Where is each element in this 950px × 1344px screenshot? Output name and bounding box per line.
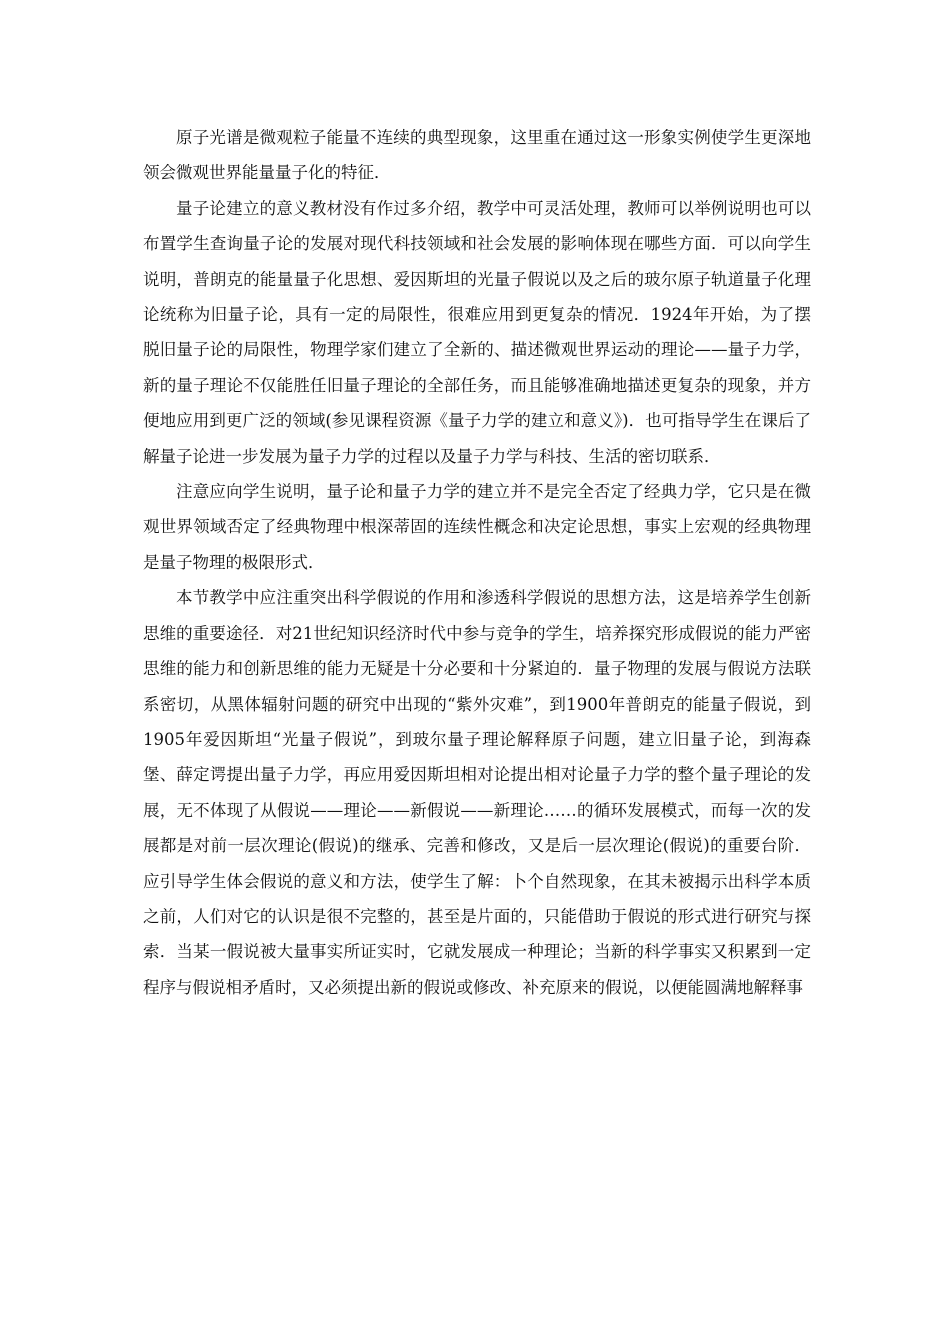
paragraph-classical-vs-quantum: 注意应向学生说明，量子论和量子力学的建立并不是完全否定了经典力学，它只是在微观世界领域否定了经典物理中根深蒂固的连续性概念和决定论思想，事实上宏观的经典物理是量子物理的极限形式． [143, 482, 811, 572]
paragraph-atomic-spectrum: 原子光谱是微观粒子能量不连续的典型现象，这里重在通过这一形象实例使学生更深地领会微观世界能量量子化的特征． [143, 128, 811, 183]
paragraph-quantum-theory-significance: 量子论建立的意义教材没有作过多介绍，教学中可灵活处理，教师可以举例说明也可以布置学生查询量子论的发展对现代科技领域和社会发展的影响体现在哪些方面．可以向学生说明，普朗克的能量量子化思想、爱因斯坦的光量子假说以及之后的玻尔原子轨道量子化理论统称为旧量子论，具有一定的局限性，很难应用到更复杂的情况．1924年开始，为了摆脱旧量子论的局限性，物理学家们建立了全新的、描述微观世界运动的理论——量子力学，新的量子理论不仅能胜任旧量子理论的全部任务，而且能够准确地描述更复杂的现象，并方便地应用到更广泛的领域(参见课程资源《量子力学的建立和意义》)．也可指导学生在课后了解量子论进一步发展为量子力学的过程以及量子力学与科技、生活的密切联系． [143, 198, 811, 466]
paragraph-scientific-hypothesis: 本节教学中应注重突出科学假说的作用和渗透科学假说的思想方法，这是培养学生创新思维的重要途径．对21世纪知识经济时代中参与竞争的学生，培养探究形成假说的能力严密思维的能力和创新思维的能力无疑是十分必要和十分紧迫的．量子物理的发展与假说方法联系密切，从黑体辐射问题的研究中出现的“紫外灾难”，到1900年普朗克的能量子假说，到1905年爱因斯坦“光量子假说”，到玻尔量子理论解释原子问题，建立旧量子论，到海森堡、薛定谔提出量子力学，再应用爱因斯坦相对论提出相对论量子力学的整个量子理论的发展，无不体现了从假说——理论——新假说——新理论……的循环发展模式，而每一次的发展都是对前一层次理论(假说)的继承、完善和修改，又是后一层次理论(假说)的重要台阶．应引导学生体会假说的意义和方法，使学生了解：卜个自然现象，在其未被揭示出科学本质之前，人们对它的认识是很不完整的，甚至是片面的，只能借助于假说的形式进行研究与探索．当某一假说被大量事实所证实时，它就发展成一种理论；当新的科学事实又积累到一定程序与假说相矛盾时，又必须提出新的假说或修改、补充原来的假说，以便能圆满地解释事 [143, 588, 811, 997]
document-page [143, 120, 811, 1005]
